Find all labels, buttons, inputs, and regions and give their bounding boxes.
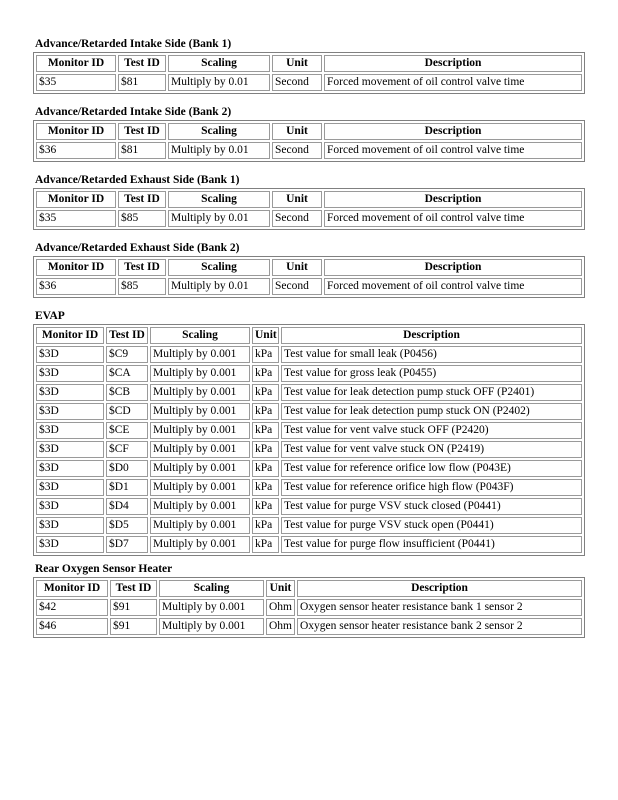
header-row <box>36 191 582 208</box>
table-row <box>36 479 582 496</box>
cell-scaling: Multiply by 0.001 <box>150 365 250 382</box>
cell-test-id: $D7 <box>106 536 148 553</box>
header-unit: Unit <box>266 580 295 597</box>
cell-unit: Ohm <box>266 618 295 635</box>
table-row <box>36 278 582 295</box>
header-unit: Unit <box>272 123 322 140</box>
cell-description: Forced movement of oil control valve time <box>324 210 582 227</box>
section-title: EVAP <box>35 310 65 322</box>
cell-description: Test value for vent valve stuck ON (P2419) <box>281 441 582 458</box>
header-monitor-id: Monitor ID <box>36 327 104 344</box>
cell-monitor-id: $3D <box>36 403 104 420</box>
table-row <box>36 74 582 91</box>
table-row <box>36 365 582 382</box>
cell-description: Oxygen sensor heater resistance bank 2 sensor 2 <box>297 618 582 635</box>
cell-unit: Second <box>272 74 322 91</box>
cell-test-id: $81 <box>118 74 166 91</box>
cell-test-id: $85 <box>118 278 166 295</box>
cell-test-id: $D0 <box>106 460 148 477</box>
table-row <box>36 517 582 534</box>
cell-monitor-id: $3D <box>36 365 104 382</box>
header-description: Description <box>281 327 582 344</box>
cell-unit: Second <box>272 142 322 159</box>
cell-monitor-id: $3D <box>36 498 104 515</box>
header-description: Description <box>324 259 582 276</box>
cell-monitor-id: $46 <box>36 618 108 635</box>
header-monitor-id: Monitor ID <box>36 55 116 72</box>
header-row <box>36 123 582 140</box>
cell-test-id: $CD <box>106 403 148 420</box>
cell-description: Test value for gross leak (P0455) <box>281 365 582 382</box>
data-table <box>33 256 585 298</box>
header-monitor-id: Monitor ID <box>36 123 116 140</box>
cell-scaling: Multiply by 0.001 <box>159 618 264 635</box>
cell-scaling: Multiply by 0.001 <box>150 384 250 401</box>
cell-description: Oxygen sensor heater resistance bank 1 sensor 2 <box>297 599 582 616</box>
cell-scaling: Multiply by 0.001 <box>150 479 250 496</box>
cell-unit: kPa <box>252 441 279 458</box>
header-monitor-id: Monitor ID <box>36 580 108 597</box>
table-row <box>36 599 582 616</box>
cell-test-id: $CE <box>106 422 148 439</box>
section-intake-bank2 <box>33 105 585 162</box>
header-row <box>36 55 582 72</box>
cell-description: Test value for reference orifice low flow (P043E) <box>281 460 582 477</box>
data-table <box>33 52 585 94</box>
cell-monitor-id: $3D <box>36 384 104 401</box>
header-scaling: Scaling <box>168 55 270 72</box>
table-row <box>36 210 582 227</box>
cell-monitor-id: $42 <box>36 599 108 616</box>
cell-monitor-id: $36 <box>36 142 116 159</box>
data-table <box>33 188 585 230</box>
cell-unit: kPa <box>252 498 279 515</box>
cell-monitor-id: $3D <box>36 422 104 439</box>
cell-unit: kPa <box>252 536 279 553</box>
header-scaling: Scaling <box>168 123 270 140</box>
cell-scaling: Multiply by 0.01 <box>168 210 270 227</box>
header-description: Description <box>324 123 582 140</box>
section-exhaust-bank1 <box>33 173 585 230</box>
cell-test-id: $D4 <box>106 498 148 515</box>
section-rear-oxygen-sensor-heater <box>33 562 585 638</box>
cell-description: Test value for purge VSV stuck open (P0441) <box>281 517 582 534</box>
cell-description: Test value for leak detection pump stuck ON (P2402) <box>281 403 582 420</box>
cell-unit: kPa <box>252 517 279 534</box>
cell-test-id: $CB <box>106 384 148 401</box>
cell-monitor-id: $3D <box>36 479 104 496</box>
cell-unit: Ohm <box>266 599 295 616</box>
cell-description: Test value for purge VSV stuck closed (P0441) <box>281 498 582 515</box>
header-monitor-id: Monitor ID <box>36 191 116 208</box>
table-row <box>36 142 582 159</box>
cell-unit: Second <box>272 278 322 295</box>
table-row <box>36 460 582 477</box>
header-unit: Unit <box>272 55 322 72</box>
header-description: Description <box>324 191 582 208</box>
cell-unit: kPa <box>252 384 279 401</box>
table-row <box>36 498 582 515</box>
header-test-id: Test ID <box>106 327 148 344</box>
cell-scaling: Multiply by 0.01 <box>168 74 270 91</box>
cell-scaling: Multiply by 0.01 <box>168 142 270 159</box>
header-unit: Unit <box>272 259 322 276</box>
data-table <box>33 120 585 162</box>
cell-unit: kPa <box>252 403 279 420</box>
cell-scaling: Multiply by 0.001 <box>150 517 250 534</box>
cell-test-id: $CF <box>106 441 148 458</box>
cell-description: Forced movement of oil control valve time <box>324 142 582 159</box>
header-description: Description <box>324 55 582 72</box>
cell-unit: kPa <box>252 460 279 477</box>
cell-scaling: Multiply by 0.001 <box>150 422 250 439</box>
header-scaling: Scaling <box>150 327 250 344</box>
header-row <box>36 259 582 276</box>
table-row <box>36 536 582 553</box>
cell-monitor-id: $36 <box>36 278 116 295</box>
cell-scaling: Multiply by 0.001 <box>150 460 250 477</box>
header-test-id: Test ID <box>110 580 157 597</box>
cell-scaling: Multiply by 0.001 <box>150 346 250 363</box>
header-row <box>36 580 582 597</box>
section-intake-bank1 <box>33 37 585 94</box>
header-monitor-id: Monitor ID <box>36 259 116 276</box>
cell-monitor-id: $3D <box>36 346 104 363</box>
cell-unit: Second <box>272 210 322 227</box>
cell-description: Forced movement of oil control valve time <box>324 278 582 295</box>
header-scaling: Scaling <box>168 191 270 208</box>
header-test-id: Test ID <box>118 123 166 140</box>
header-description: Description <box>297 580 582 597</box>
cell-unit: kPa <box>252 479 279 496</box>
cell-scaling: Multiply by 0.001 <box>150 403 250 420</box>
header-test-id: Test ID <box>118 55 166 72</box>
cell-description: Test value for vent valve stuck OFF (P2420) <box>281 422 582 439</box>
cell-test-id: $85 <box>118 210 166 227</box>
cell-unit: kPa <box>252 422 279 439</box>
header-scaling: Scaling <box>168 259 270 276</box>
cell-test-id: $C9 <box>106 346 148 363</box>
cell-monitor-id: $3D <box>36 536 104 553</box>
cell-monitor-id: $35 <box>36 210 116 227</box>
data-table <box>33 577 585 638</box>
section-title: Advance/Retarded Exhaust Side (Bank 2) <box>35 242 240 254</box>
table-row <box>36 403 582 420</box>
cell-scaling: Multiply by 0.001 <box>150 441 250 458</box>
header-unit: Unit <box>252 327 279 344</box>
data-table <box>33 324 585 556</box>
cell-monitor-id: $3D <box>36 441 104 458</box>
cell-unit: kPa <box>252 365 279 382</box>
header-test-id: Test ID <box>118 191 166 208</box>
cell-description: Test value for reference orifice high flow (P043F) <box>281 479 582 496</box>
section-title: Advance/Retarded Exhaust Side (Bank 1) <box>35 174 240 186</box>
cell-scaling: Multiply by 0.001 <box>150 498 250 515</box>
cell-scaling: Multiply by 0.01 <box>168 278 270 295</box>
cell-description: Test value for small leak (P0456) <box>281 346 582 363</box>
section-title: Advance/Retarded Intake Side (Bank 2) <box>35 106 232 118</box>
cell-monitor-id: $3D <box>36 517 104 534</box>
cell-scaling: Multiply by 0.001 <box>150 536 250 553</box>
cell-monitor-id: $35 <box>36 74 116 91</box>
table-row <box>36 422 582 439</box>
section-title: Advance/Retarded Intake Side (Bank 1) <box>35 38 232 50</box>
cell-test-id: $D5 <box>106 517 148 534</box>
cell-test-id: $91 <box>110 599 157 616</box>
cell-test-id: $81 <box>118 142 166 159</box>
cell-monitor-id: $3D <box>36 460 104 477</box>
table-row <box>36 346 582 363</box>
cell-test-id: $D1 <box>106 479 148 496</box>
header-row <box>36 327 582 344</box>
cell-scaling: Multiply by 0.001 <box>159 599 264 616</box>
table-row <box>36 384 582 401</box>
header-unit: Unit <box>272 191 322 208</box>
section-evap <box>33 309 585 556</box>
cell-description: Test value for purge flow insufficient (P0441) <box>281 536 582 553</box>
cell-description: Forced movement of oil control valve time <box>324 74 582 91</box>
table-row <box>36 441 582 458</box>
cell-unit: kPa <box>252 346 279 363</box>
section-title: Rear Oxygen Sensor Heater <box>35 563 173 575</box>
cell-test-id: $CA <box>106 365 148 382</box>
table-row <box>36 618 582 635</box>
cell-description: Test value for leak detection pump stuck OFF (P2401) <box>281 384 582 401</box>
section-exhaust-bank2 <box>33 241 585 298</box>
cell-test-id: $91 <box>110 618 157 635</box>
header-scaling: Scaling <box>159 580 264 597</box>
header-test-id: Test ID <box>118 259 166 276</box>
